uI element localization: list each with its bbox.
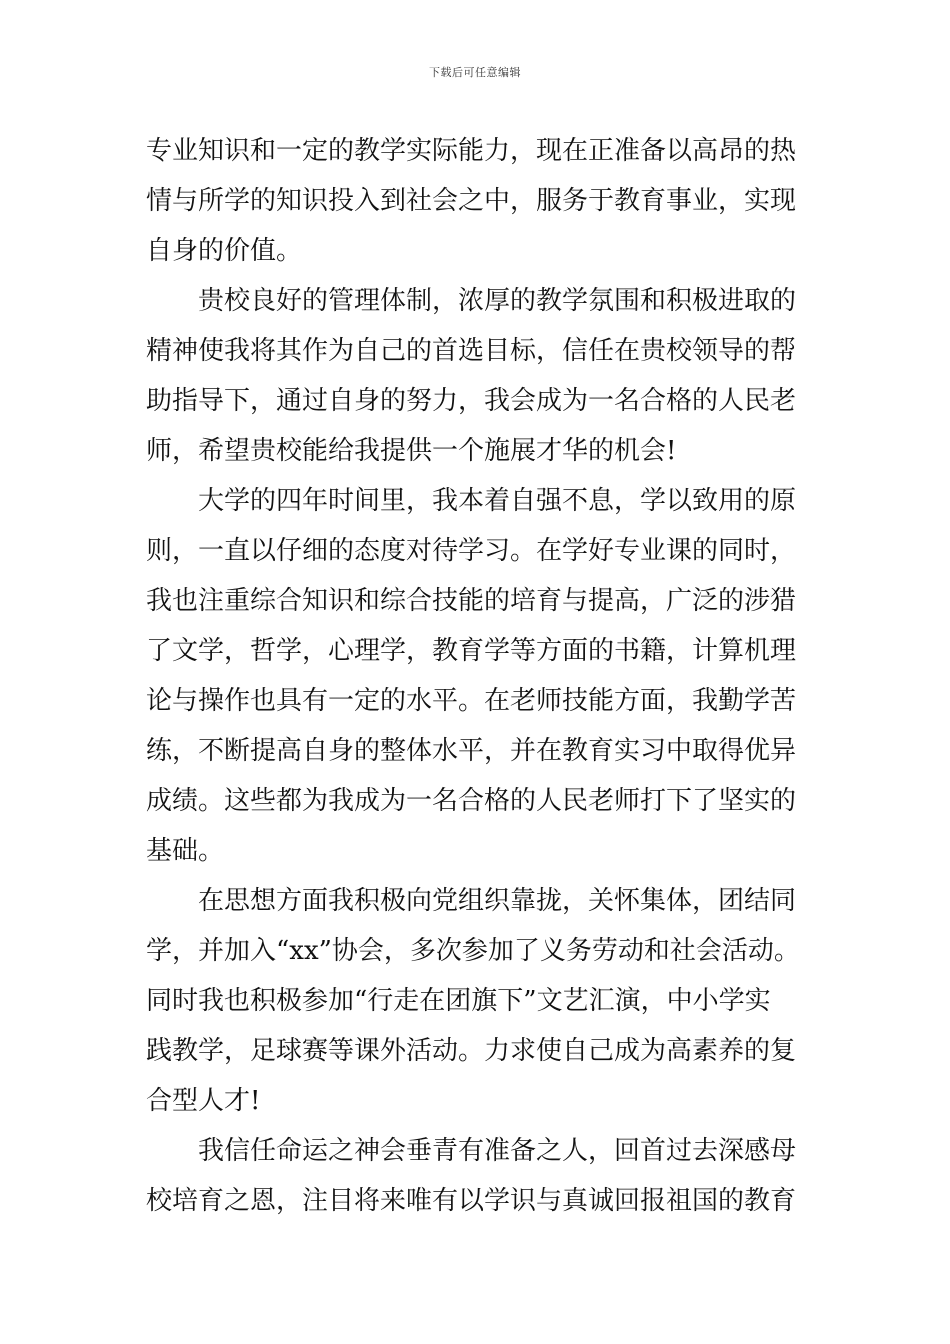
paragraph-line: 精神使我将其作为自己的首选目标，信任在贵校领导的帮	[146, 336, 797, 366]
paragraph-line: 大学的四年时间里，我本着自强不息，学以致用的原	[198, 486, 797, 516]
paragraph-line: 专业知识和一定的教学实际能力，现在正准备以高昂的热	[146, 136, 797, 166]
paragraph-line: 师，希望贵校能给我提供一个施展才华的机会!	[146, 436, 677, 466]
body-text	[146, 126, 811, 1226]
paragraph-3	[146, 476, 811, 876]
paragraph-line: 助指导下，通过自身的努力，我会成为一名合格的人民老	[146, 386, 797, 416]
paragraph-line: 成绩。这些都为我成为一名合格的人民老师打下了坚实的	[146, 786, 797, 816]
paragraph-line: 情与所学的知识投入到社会之中，服务于教育事业，实现	[146, 186, 797, 216]
paragraph-line: 练，不断提高自身的整体水平，并在教育实习中取得优异	[146, 736, 797, 766]
paragraph-4	[146, 876, 811, 1126]
paragraph-2	[146, 276, 811, 476]
paragraph-line: 践教学，足球赛等课外活动。力求使自己成为高素养的复	[146, 1036, 797, 1066]
paragraph-line: 我也注重综合知识和综合技能的培育与提高，广泛的涉猎	[146, 586, 797, 616]
paragraph-line: 自身的价值。	[146, 236, 303, 266]
paragraph-line: 校培育之恩，注目将来唯有以学识与真诚回报祖国的教育	[146, 1186, 797, 1216]
paragraph-1	[146, 126, 811, 276]
paragraph-line: 则，一直以仔细的态度对待学习。在学好专业课的同时，	[146, 536, 797, 566]
paragraph-line: 同时我也积极参加“行走在团旗下”文艺汇演，中小学实	[146, 986, 771, 1016]
header-note: 下载后可任意编辑	[429, 66, 521, 79]
paragraph-line: 我信任命运之神会垂青有准备之人，回首过去深感母	[198, 1136, 797, 1166]
paragraph-line: 合型人才!	[146, 1086, 261, 1116]
paragraph-5	[146, 1126, 811, 1226]
paragraph-line: 了文学，哲学，心理学，教育学等方面的书籍，计算机理	[146, 636, 797, 666]
paragraph-line: 论与操作也具有一定的水平。在老师技能方面，我勤学苦	[146, 686, 797, 716]
paragraph-line: 学，并加入“xx”协会，多次参加了义务劳动和社会活动。	[146, 936, 800, 966]
paragraph-line: 在思想方面我积极向党组织靠拢，关怀集体，团结同	[198, 886, 797, 916]
paragraph-line: 贵校良好的管理体制，浓厚的教学氛围和积极进取的	[198, 286, 797, 316]
paragraph-line: 基础。	[146, 836, 225, 866]
